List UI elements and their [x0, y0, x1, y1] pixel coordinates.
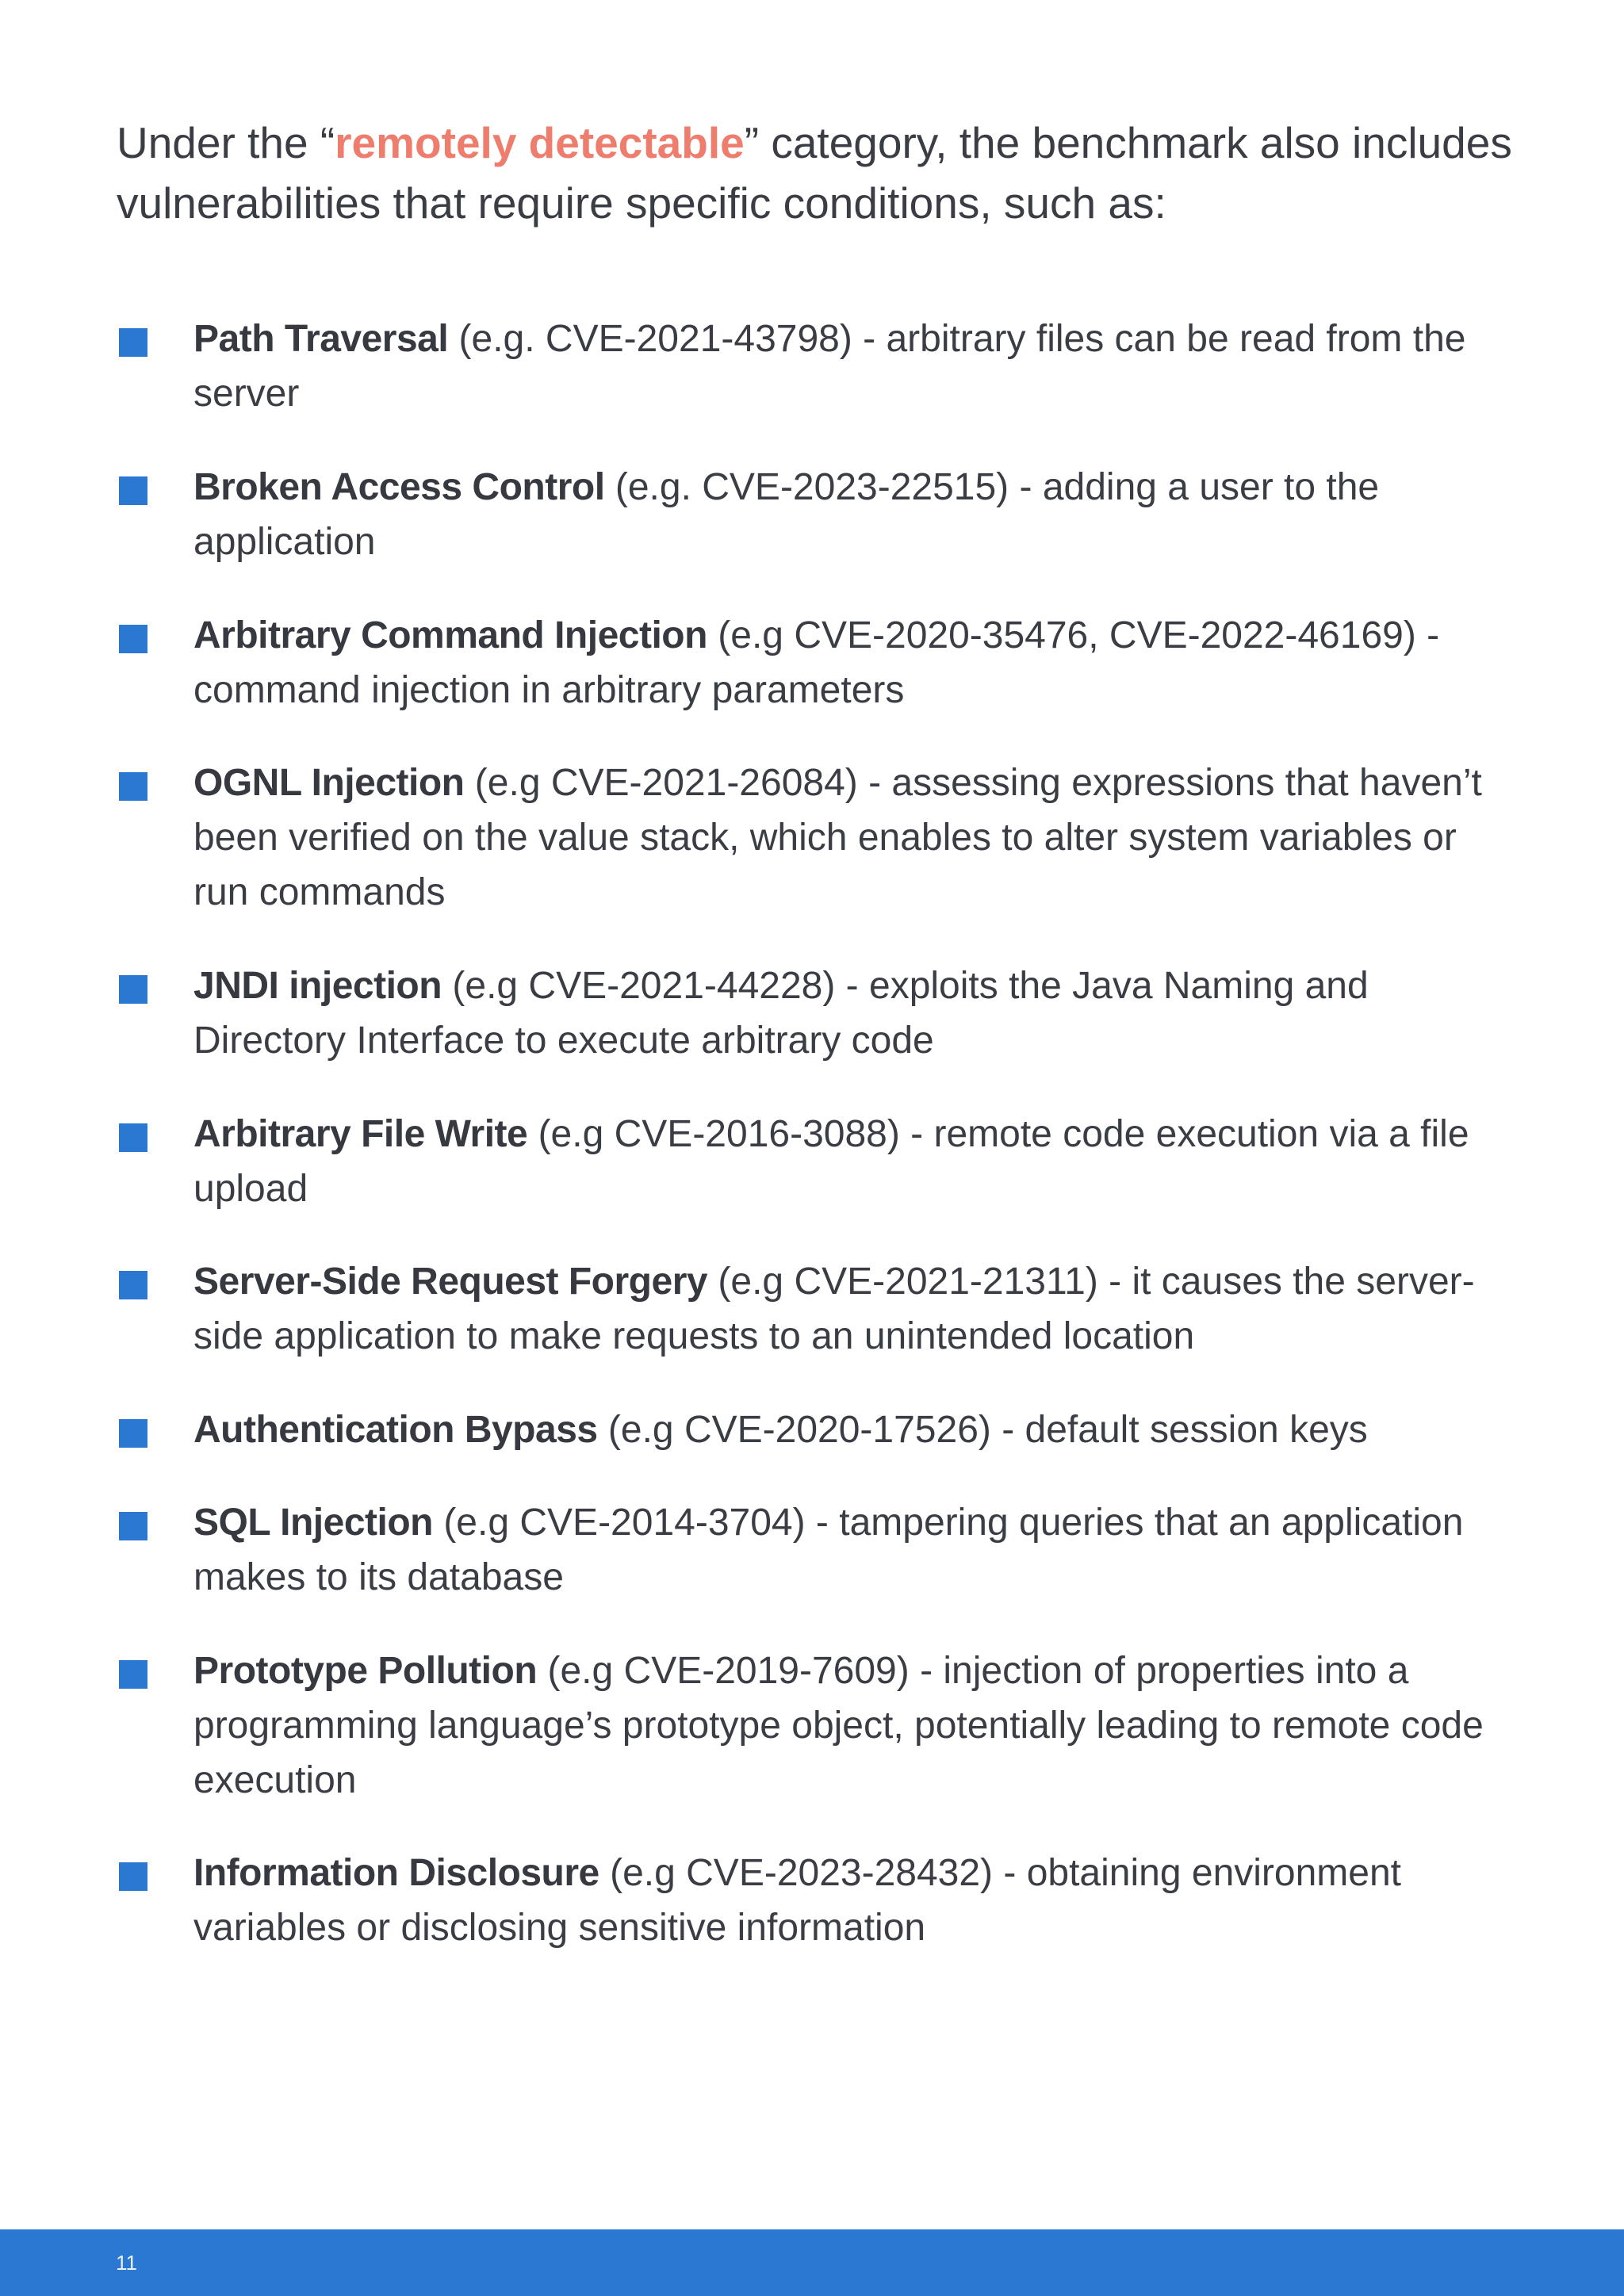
vulnerability-name: OGNL Injection	[193, 762, 465, 804]
intro-text-after: ” category, the benchmark also includes vulnerabilities that require specific conditions, such as:	[117, 118, 1512, 228]
square-bullet-icon	[119, 1862, 147, 1891]
list-item-text	[193, 460, 1515, 569]
vulnerability-name: Authentication Bypass	[193, 1409, 598, 1451]
square-bullet-icon	[119, 1660, 147, 1689]
list-item-text	[193, 1254, 1515, 1364]
vulnerability-description: (e.g CVE-2020-17526) - default session keys	[597, 1409, 1368, 1451]
square-bullet-icon	[119, 625, 147, 653]
vulnerability-name: JNDI injection	[193, 965, 442, 1007]
intro-paragraph	[117, 113, 1528, 233]
square-bullet-icon	[119, 1512, 147, 1540]
square-bullet-icon	[119, 975, 147, 1004]
vulnerability-name: Path Traversal	[193, 318, 449, 360]
square-bullet-icon	[119, 328, 147, 357]
footer-bar	[0, 2229, 1624, 2296]
list-item-text	[193, 1495, 1515, 1605]
square-bullet-icon	[119, 1419, 147, 1448]
vulnerability-description: (e.g CVE-2019-7609) - injection of properties into a programming language’s prototype object, potentially leading to remote code execution	[193, 1650, 1484, 1801]
vulnerability-name: Arbitrary Command Injection	[193, 614, 707, 656]
vulnerability-name: SQL Injection	[193, 1502, 433, 1544]
vulnerability-description: (e.g CVE-2023-28432) - obtaining environment variables or disclosing sensitive information	[193, 1852, 1402, 1949]
vulnerability-description: (e.g. CVE-2023-22515) - adding a user to the application	[193, 466, 1380, 563]
list-item-text	[193, 1644, 1515, 1808]
list-item-text	[193, 1402, 1515, 1457]
list-item-text	[193, 756, 1515, 920]
square-bullet-icon	[119, 1271, 147, 1299]
vulnerability-description: (e.g CVE-2021-26084) - assessing expressions that haven’t been verified on the value stack, which enables to alter system variables or run commands	[193, 762, 1482, 913]
vulnerability-name: Prototype Pollution	[193, 1650, 538, 1692]
list-item-text	[193, 608, 1515, 718]
square-bullet-icon	[119, 1123, 147, 1152]
list-item-text	[193, 1846, 1515, 1955]
vulnerability-name: Server-Side Request Forgery	[193, 1261, 708, 1303]
vulnerability-description: (e.g CVE-2021-21311) - it causes the server-side application to make requests to an unintended location	[193, 1261, 1475, 1357]
list-item-text	[193, 1107, 1515, 1216]
vulnerability-description: (e.g. CVE-2021-43798) - arbitrary files can be read from the server	[193, 318, 1466, 415]
page-number: 11	[116, 2251, 137, 2275]
square-bullet-icon	[119, 772, 147, 801]
vulnerability-description: (e.g CVE-2020-35476, CVE-2022-46169) - command injection in arbitrary parameters	[193, 614, 1440, 711]
list-item-text	[193, 959, 1515, 1068]
vulnerability-name: Broken Access Control	[193, 466, 605, 508]
square-bullet-icon	[119, 476, 147, 505]
intro-text-before: Under the “	[117, 118, 335, 167]
vulnerability-description: (e.g CVE-2021-44228) - exploits the Java Naming and Directory Interface to execute arbitrary code	[193, 965, 1369, 1062]
vulnerability-description: (e.g CVE-2014-3704) - tampering queries that an application makes to its database	[193, 1502, 1464, 1598]
list-item-text	[193, 312, 1515, 421]
vulnerability-description: (e.g CVE-2016-3088) - remote code execution via a file upload	[193, 1113, 1469, 1210]
intro-highlight: remotely detectable	[335, 118, 745, 167]
vulnerability-name: Information Disclosure	[193, 1852, 599, 1894]
vulnerability-name: Arbitrary File Write	[193, 1113, 528, 1155]
